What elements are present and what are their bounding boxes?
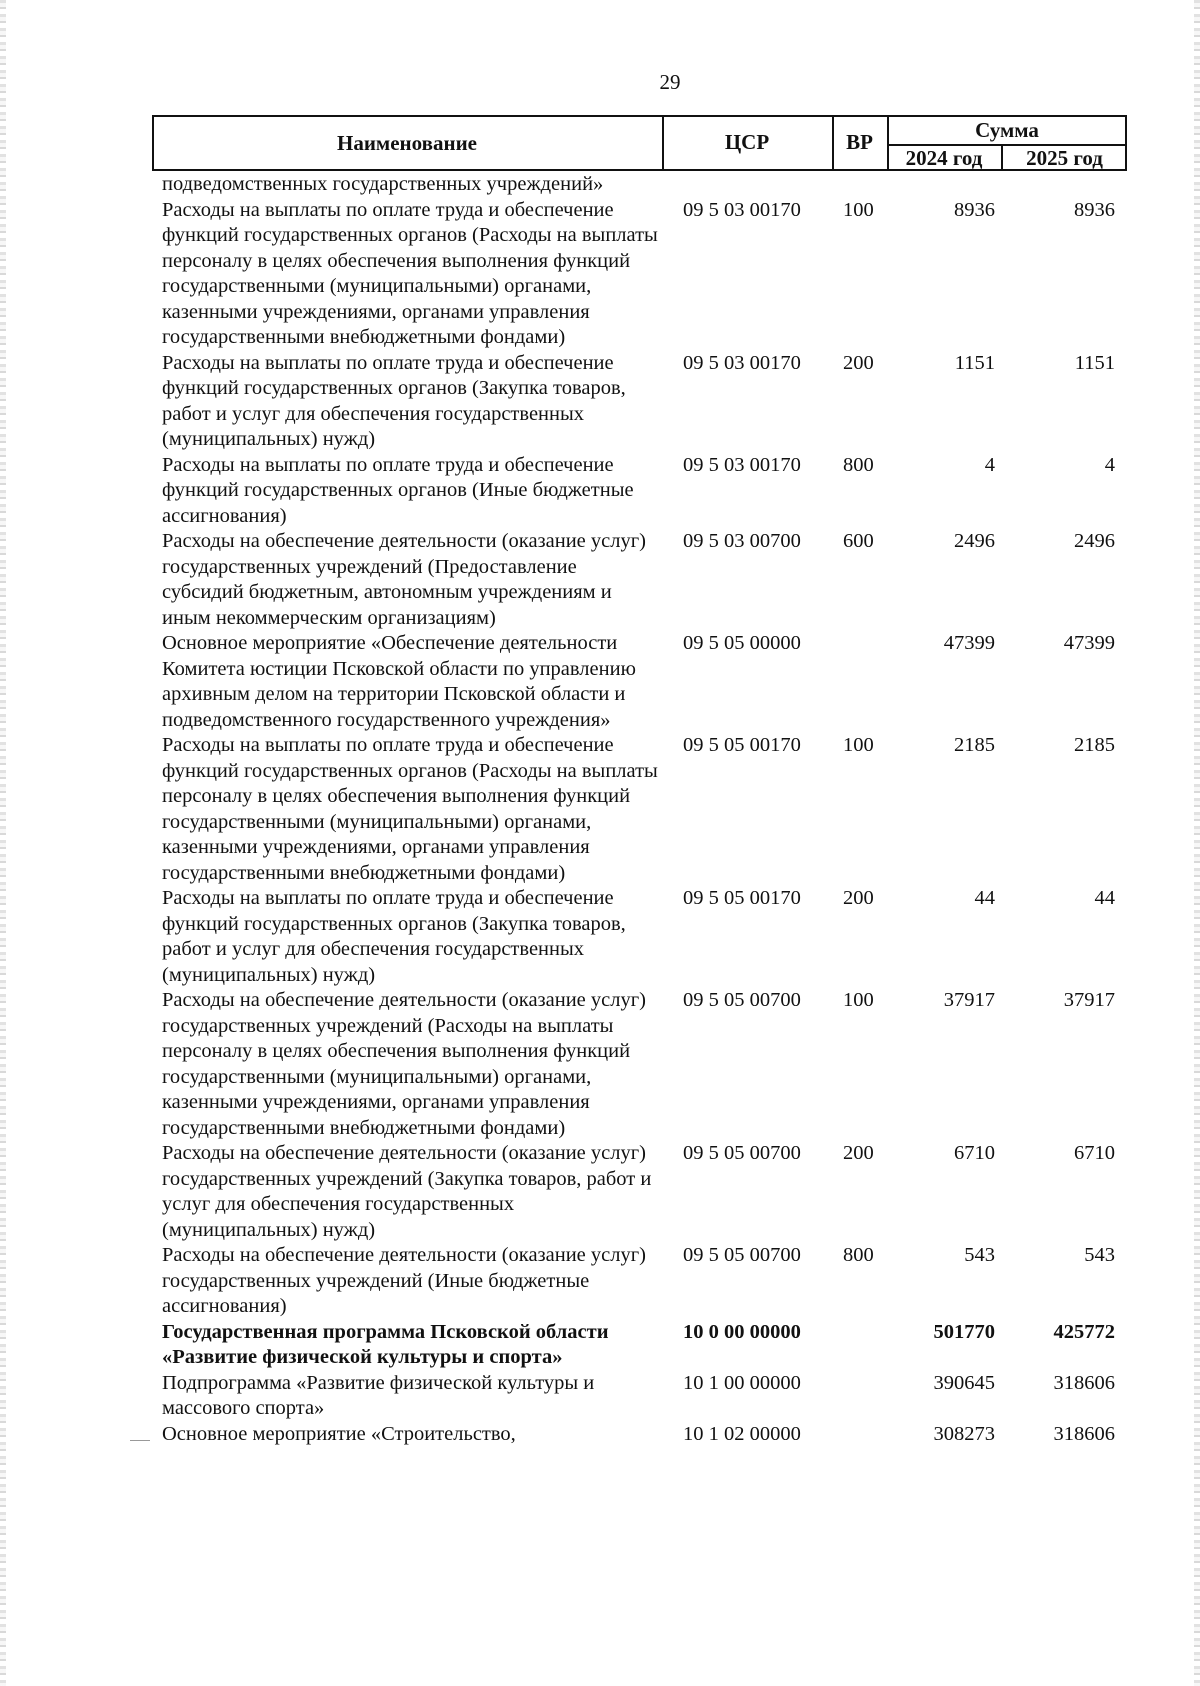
row-amount-2025: 8936 <box>1074 198 1115 221</box>
header-vr: ВР <box>846 130 873 154</box>
table-row <box>0 351 1200 453</box>
row-csr: 09 5 05 00700 <box>683 1244 801 1266</box>
row-csr: 09 5 03 00170 <box>683 351 801 374</box>
table-row <box>0 733 1200 886</box>
row-name: Расходы на выплаты по оплате труда и обеспечение функций государственных органов (Закупка товаров, работ и услуг для обеспечения государственных (муниципальных) нужд) <box>162 887 626 986</box>
row-csr: 10 0 00 00000 <box>683 1320 801 1343</box>
row-vr: 800 <box>843 1244 874 1266</box>
row-vr: 800 <box>843 453 874 476</box>
row-amount-2024: 390645 <box>933 1371 995 1394</box>
row-name: Подпрограмма «Развитие физической культуры и массового спорта» <box>162 1371 595 1419</box>
row-csr: 10 1 00 00000 <box>683 1371 801 1394</box>
row-amount-2024: 1151 <box>954 351 995 374</box>
row-amount-2024: 308273 <box>933 1422 995 1445</box>
row-vr: 600 <box>843 530 874 552</box>
row-amount-2024: 6710 <box>954 1142 995 1164</box>
row-csr: 09 5 03 00170 <box>683 453 801 476</box>
row-amount-2024: 2496 <box>954 530 995 552</box>
header-border-top <box>152 115 1127 117</box>
row-amount-2025: 2185 <box>1074 734 1115 756</box>
row-amount-2024: 543 <box>964 1244 995 1266</box>
row-amount-2025: 47399 <box>1063 632 1115 654</box>
row-name: Расходы на выплаты по оплате труда и обеспечение функций государственных органов (Иные бюджетные ассигнования) <box>162 453 634 527</box>
row-amount-2025: 1151 <box>1074 351 1115 374</box>
table-row <box>0 172 1200 198</box>
margin-tick <box>130 1440 150 1441</box>
row-name: Расходы на выплаты по оплате труда и обеспечение функций государственных органов (Расходы на выплаты персоналу в целях обеспечения выполнения функций государственными (муниципальными) органами, казенными учреждениями, органами управления государственными внебюджетными фондами) <box>162 198 658 348</box>
row-csr: 09 5 05 00170 <box>683 887 801 909</box>
row-amount-2025: 318606 <box>1053 1371 1115 1394</box>
row-name: Расходы на обеспечение деятельности (оказание услуг) государственных учреждений (Иные бюджетные ассигнования) <box>162 1244 646 1317</box>
table-row <box>0 198 1200 351</box>
row-name: Основное мероприятие «Обеспечение деятельности Комитета юстиции Псковской области по управлению архивным делом на территории Псковской области и подведомственного государственного учреждения» <box>162 632 636 731</box>
table-row <box>0 988 1200 1141</box>
row-vr: 100 <box>843 198 874 221</box>
table-header <box>152 115 1127 170</box>
row-amount-2024: 501770 <box>933 1320 995 1343</box>
row-amount-2025: 543 <box>1084 1244 1115 1266</box>
row-csr: 09 5 05 00700 <box>683 989 801 1011</box>
table-row <box>0 631 1200 733</box>
row-amount-2024: 44 <box>974 887 995 909</box>
row-name: Государственная программа Псковской области «Развитие физической культуры и спорта» <box>162 1320 609 1368</box>
row-csr: 09 5 05 00700 <box>683 1142 801 1164</box>
row-vr: 200 <box>843 1142 874 1164</box>
table-row <box>0 1371 1200 1422</box>
row-csr: 09 5 05 00000 <box>683 632 801 654</box>
row-amount-2025: 425772 <box>1053 1320 1115 1343</box>
row-amount-2024: 4 <box>984 453 995 476</box>
table-row <box>0 886 1200 988</box>
row-amount-2024: 8936 <box>954 198 995 221</box>
row-csr: 09 5 03 00700 <box>683 530 801 552</box>
header-year-2025: 2025 год <box>1026 146 1103 170</box>
row-amount-2024: 2185 <box>954 734 995 756</box>
header-year-2024: 2024 год <box>905 146 983 170</box>
row-amount-2025: 37917 <box>1063 989 1115 1011</box>
header-csr: ЦСР <box>724 130 770 154</box>
row-csr: 09 5 05 00170 <box>683 734 801 756</box>
row-csr: 10 1 02 00000 <box>683 1422 801 1445</box>
row-vr: 200 <box>843 351 874 374</box>
row-vr: 100 <box>843 734 874 756</box>
row-amount-2024: 37917 <box>943 989 995 1011</box>
row-name: Расходы на выплаты по оплате труда и обеспечение функций государственных органов (Закупка товаров, работ и услуг для обеспечения государственных (муниципальных) нужд) <box>162 351 626 450</box>
table-row <box>0 1422 1200 1448</box>
table-row <box>0 1141 1200 1243</box>
row-name: подведомственных государственных учреждений» <box>162 173 604 195</box>
table-row <box>0 1243 1200 1320</box>
row-amount-2025: 6710 <box>1074 1142 1115 1164</box>
row-amount-2025: 318606 <box>1053 1422 1115 1445</box>
row-vr: 100 <box>843 989 874 1011</box>
page-number: 29 <box>659 70 681 94</box>
row-name: Расходы на выплаты по оплате труда и обеспечение функций государственных органов (Расходы на выплаты персоналу в целях обеспечения выполнения функций государственными (муниципальными) органами, казенными учреждениями, органами управления государственными внебюджетными фондами) <box>162 734 658 884</box>
row-amount-2025: 4 <box>1104 453 1115 476</box>
row-csr: 09 5 03 00170 <box>683 198 801 221</box>
row-amount-2024: 47399 <box>943 632 995 654</box>
header-sum: Сумма <box>975 118 1039 142</box>
row-amount-2025: 44 <box>1094 887 1115 909</box>
table-row <box>0 529 1200 631</box>
row-name: Расходы на обеспечение деятельности (оказание услуг) государственных учреждений (Закупка товаров, работ и услуг для обеспечения государственных (муниципальных) нужд) <box>162 1142 652 1241</box>
table-body <box>0 172 1200 1447</box>
row-amount-2025: 2496 <box>1074 530 1115 552</box>
row-name: Расходы на обеспечение деятельности (оказание услуг) государственных учреждений (Расходы на выплаты персоналу в целях обеспечения выполнения функций государственными (муниципальными) органами, казенными учреждениями, органами управления государственными внебюджетными фондами) <box>162 989 646 1139</box>
row-name: Расходы на обеспечение деятельности (оказание услуг) государственных учреждений (Предоставление субсидий бюджетным, автономным учреждениям и иным некоммерческим организациям) <box>162 530 646 629</box>
row-name: Основное мероприятие «Строительство, <box>162 1422 516 1445</box>
row-vr: 200 <box>843 887 874 909</box>
header-name: Наименование <box>337 131 477 155</box>
table-row <box>0 453 1200 530</box>
table-row-program <box>0 1320 1200 1371</box>
